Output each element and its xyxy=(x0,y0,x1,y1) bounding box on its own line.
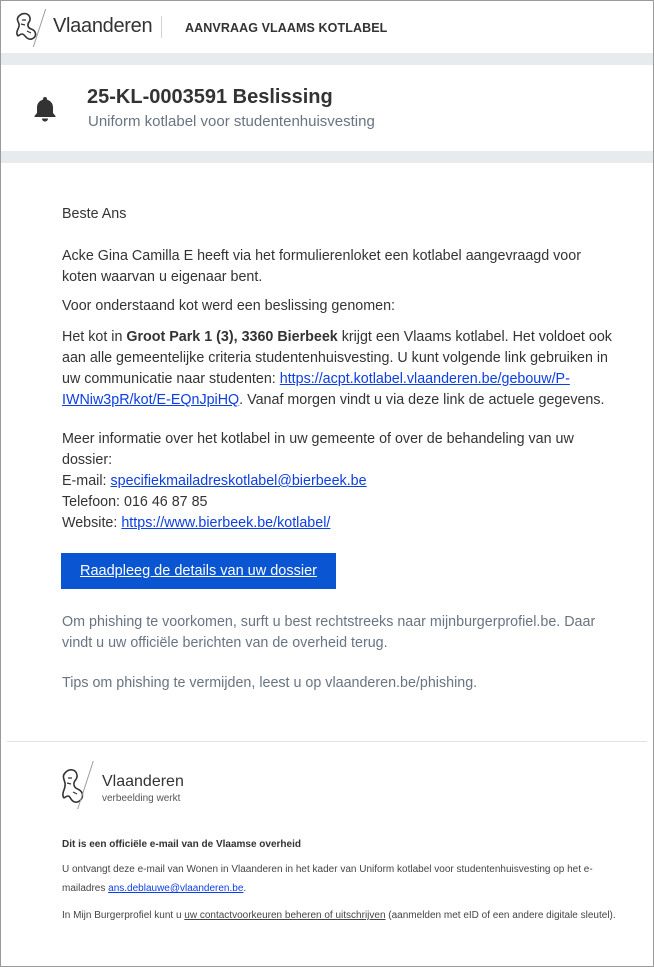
phone-label: Telefoon: xyxy=(62,494,124,510)
website-link[interactable]: https://www.bierbeek.be/kotlabel/ xyxy=(121,515,331,531)
contact-preferences-link[interactable]: uw contactvoorkeuren beheren of uitschrijven xyxy=(184,910,386,921)
decision-suffix: . Vanaf morgen vindt u via deze link de actuele gegevens. xyxy=(239,392,605,408)
header-separator xyxy=(161,16,162,38)
email-label: E-mail: xyxy=(62,473,111,489)
phone-line xyxy=(62,492,614,513)
footer-info xyxy=(62,860,622,898)
contact-block xyxy=(62,429,614,534)
gray-band-top xyxy=(1,53,653,65)
footer-brand-name: Vlaanderen xyxy=(102,773,184,790)
bell-icon xyxy=(30,94,60,124)
footer-prefs-prefix: In Mijn Burgerprofiel kunt u xyxy=(62,910,185,921)
intro-paragraph: Acke Gina Camilla E heeft via het formulierenloket een kotlabel aangevraagd voor koten waarvan u eigenaar bent. xyxy=(62,248,581,285)
address: Groot Park 1 (3), 3360 Bierbeek xyxy=(126,329,338,345)
notification-subtitle: Uniform kotlabel voor studentenhuisvesting xyxy=(88,113,375,130)
student-link[interactable]: https://acpt.kotlabel.vlaanderen.be/gebouw/P-IWNiw3pR/kot/E-EQnJpiHQ xyxy=(62,371,570,408)
phishing-notice: Om phishing te voorkomen, surft u best rechtstreeks naar mijnburgerprofiel.be. Daar vindt u uw officiële berichten van de overheid terug. xyxy=(62,614,596,651)
decision-prefix: Het kot in xyxy=(62,329,127,345)
notification-title: 25-KL-0003591 Beslissing xyxy=(87,86,333,108)
footer-tagline: verbeelding werkt xyxy=(102,793,181,804)
official-notice: Dit is een officiële e-mail van de Vlaamse overheid xyxy=(62,839,301,850)
flemish-lion-logo-icon xyxy=(13,10,41,44)
greeting: Beste Ans xyxy=(62,206,127,222)
footer-email-link[interactable]: ans.deblauwe@vlaanderen.be xyxy=(108,883,244,894)
email-link[interactable]: specifiekmailadreskotlabel@bierbeek.be xyxy=(110,473,367,489)
footer-divider xyxy=(7,741,647,742)
more-info-text: Meer informatie over het kotlabel in uw gemeente of over de behandeling van uw dossier: xyxy=(62,431,574,468)
footer-info-prefix: U ontvangt deze e-mail van Wonen in Vlaanderen in het kader van Uniform kotlabel voor studentenhuisvesting op het e-mailadres xyxy=(62,864,593,894)
decision-paragraph xyxy=(62,327,614,411)
footer-info-suffix: . xyxy=(243,883,247,894)
top-header xyxy=(1,1,653,54)
header-title: AANVRAAG VLAAMS KOTLABEL xyxy=(185,21,388,35)
view-dossier-button[interactable]: Raadpleeg de details van uw dossier xyxy=(61,553,336,589)
phone-value: 016 46 87 85 xyxy=(124,494,208,510)
footer-preferences xyxy=(62,906,622,925)
footer-prefs-suffix: (aanmelden met eID of een andere digitale sleutel). xyxy=(385,910,616,921)
decision-intro: Voor onderstaand kot werd een beslissing genomen: xyxy=(62,298,396,314)
website-label: Website: xyxy=(62,515,122,531)
decision-middle: krijgt een Vlaams kotlabel. Het voldoet ook aan alle gemeentelijke criteria studentenhuisvesting. U kunt volgende link gebruiken in uw communicatie naar studenten: xyxy=(62,329,612,387)
flemish-lion-footer-logo-icon xyxy=(59,765,87,807)
notification-header xyxy=(1,67,653,151)
brand-name: Vlaanderen xyxy=(53,15,153,37)
email-line xyxy=(62,471,614,492)
phishing-tips: Tips om phishing te vermijden, leest u op vlaanderen.be/phishing. xyxy=(62,675,478,691)
website-line xyxy=(62,513,614,534)
gray-band-mid xyxy=(1,151,653,163)
